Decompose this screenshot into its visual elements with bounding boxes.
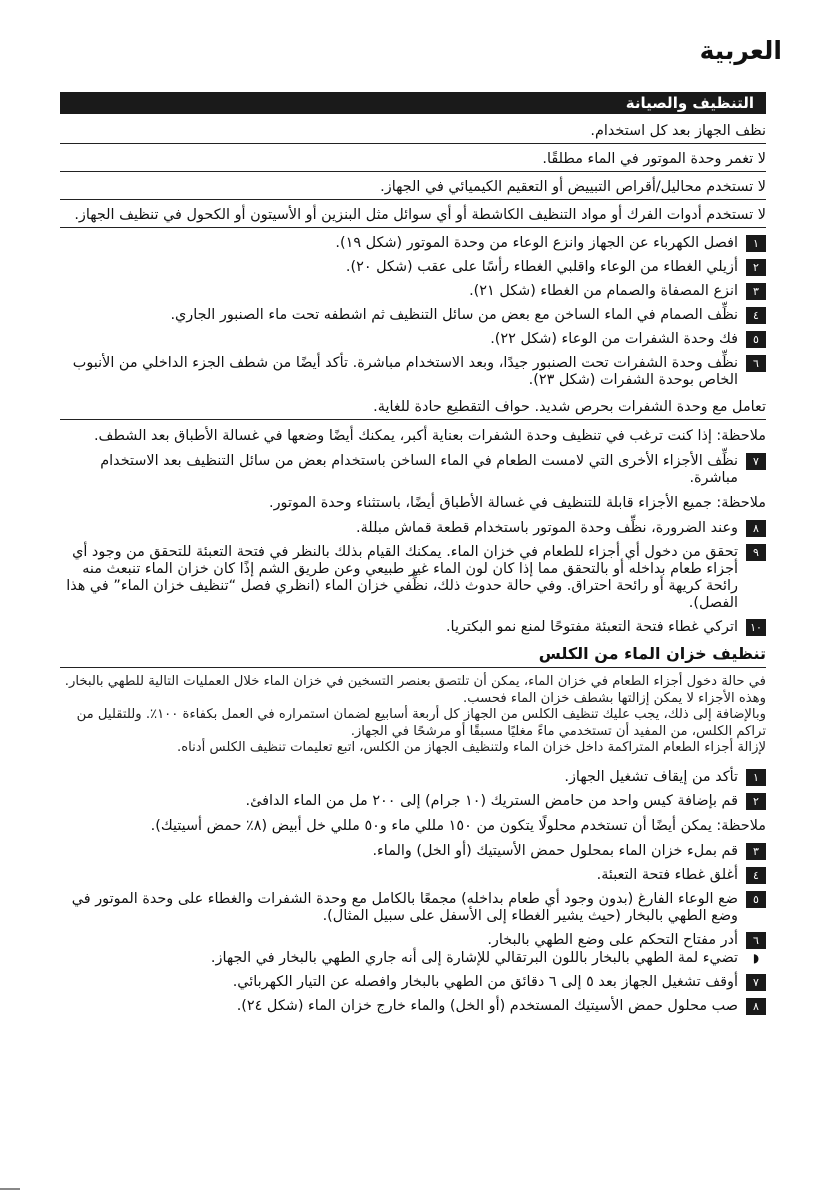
step-text: ضع الوعاء الفارغ (بدون وجود أي طعام بداخله) مجمعًا بالكامل مع وحدة الشفرات والغطاء على وحدة الموتور في وضع الطهي بالبخار (حيث يشير الغطاء إلى الأسفل على سبيل المثال). <box>71 890 738 924</box>
warning-line: نظف الجهاز بعد كل استخدام. <box>60 120 766 144</box>
step-number-badge: ٥ <box>746 331 766 348</box>
intro-paragraph: لإزالة أجزاء الطعام المتراكمة داخل خزان الماء ولتنظيف الجهاز من الكلس، اتبع تعليمات تنظيف الكلس أدناه. <box>177 740 766 755</box>
step-item <box>60 891 766 925</box>
step-text: أزيلي الغطاء من الوعاء واقلبي الغطاء رأسًا على عقب (شكل ٢٠). <box>345 259 738 275</box>
step-number-badge: ٣ <box>746 283 766 300</box>
intro-paragraph: في حالة دخول أجزاء الطعام في خزان الماء، يمكن أن تلتصق بعنصر التسخين في خزان الماء خلال العمليات التالية للطهي بالبخار. وهذه الأجزاء لا يمكن إزالتها بشطف خزان الماء فحسب. <box>64 674 766 706</box>
step-text: تحقق من دخول أي أجزاء للطعام في خزان الماء. يمكنك القيام بذلك بالنظر في فتحة التعبئة للتحقق من وجود أي أجزاء طعام بداخله أو بالتحقق مما إذا كان لون الماء غير طبيعي وعن طريق الشم إذًا كان خزان الماء تنبعث منه رائحة كريهة أو رائحة احتراق. وفي حالة حدوث ذلك، نظِّفي خزان الماء (انظري فصل “تنظيف خزان الماء” في هذا الفصل). <box>66 544 738 611</box>
step-number-badge: ٧ <box>746 974 766 991</box>
section-title: التنظيف والصيانة <box>625 94 754 112</box>
step-item <box>60 520 766 537</box>
step-number-badge: ٦ <box>746 355 766 372</box>
bullet-item <box>60 950 766 967</box>
step-item <box>60 769 766 786</box>
step-item <box>60 932 766 949</box>
step-text: أغلق غطاء فتحة التعبئة. <box>596 866 738 883</box>
step-text: تأكد من إيقاف تشغيل الجهاز. <box>564 768 738 785</box>
warning-line: لا تستخدم أدوات الفرك أو مواد التنظيف الكاشطة أو أي سوائل مثل البنزين أو الأسيتون أو الكحول في تنظيف الجهاز. <box>60 204 766 228</box>
blade-warning: تعامل مع وحدة الشفرات بحرص شديد. حواف التقطيع حادة للغاية. <box>60 396 766 420</box>
step-item <box>60 235 766 252</box>
step-text: انزع المصفاة والصمام من الغطاء (شكل ٢١). <box>469 283 738 299</box>
step-item <box>60 453 766 487</box>
intro-paragraph: وبالإضافة إلى ذلك، يجب عليك تنظيف الكلس من الجهاز كل أربعة أسابيع لضمان استمراره في العمل بكفاءة ١٠٠٪. وللتقليل من تراكم الكلس، من المفيد أن تستخدمي ماءً مغليًا مسبقًا أو مرشحًا في الجهاز. <box>76 707 766 739</box>
step-number-badge: ١ <box>746 769 766 786</box>
step-text: فك وحدة الشفرات من الوعاء (شكل ٢٢). <box>490 331 738 347</box>
warning-line: لا تستخدم محاليل/أقراص التبييض أو التعقيم الكيميائي في الجهاز. <box>60 176 766 200</box>
step-text: قم بإضافة كيس واحد من حامض الستريك (١٠ جرام) إلى ٢٠٠ مل من الماء الدافئ. <box>245 792 738 809</box>
step-text: وعند الضرورة، نظِّف وحدة الموتور باستخدام قطعة قماش مبللة. <box>356 520 738 536</box>
step-item <box>60 619 766 636</box>
step-item <box>60 974 766 991</box>
step-number-badge: ٤ <box>746 867 766 884</box>
note-text: ملاحظة: إذا كنت ترغب في تنظيف وحدة الشفرات بعناية أكبر، يمكنك أيضًا وضعها في غسالة الأطباق بعد الشطف. <box>93 428 766 444</box>
step-text: اتركي غطاء فتحة التعبئة مفتوحًا لمنع نمو البكتريا. <box>445 619 738 635</box>
step-number-badge: ١٠ <box>746 619 766 636</box>
section-content <box>60 120 766 1022</box>
step-number-badge: ٩ <box>746 544 766 561</box>
step-text: أوقف تشغيل الجهاز بعد ٥ إلى ٦ دقائق من الطهي بالبخار وافصله عن التيار الكهربائي. <box>232 973 738 990</box>
step-item <box>60 331 766 348</box>
note-text: ملاحظة: يمكن أيضًا أن تستخدم محلولًا يتكون من ١٥٠ مللي ماء و٥٠ مللي خل أبيض (٨٪ حمض أسيتيك). <box>150 817 766 834</box>
step-item <box>60 843 766 860</box>
step-text: نظِّف وحدة الشفرات تحت الصنبور جيدًا، وبعد الاستخدام مباشرة. تأكد أيضًا من شطف الجزء الداخلي من الأنبوب الخاص بوحدة الشفرات (شكل ٢٣). <box>72 355 738 388</box>
step-number-badge: ٢ <box>746 793 766 810</box>
step-number-badge: ٤ <box>746 307 766 324</box>
warning-line: لا تغمر وحدة الموتور في الماء مطلقًا. <box>60 148 766 172</box>
step-item <box>60 307 766 324</box>
step-item <box>60 998 766 1015</box>
step-item <box>60 259 766 276</box>
page-edge-mark <box>0 1188 20 1190</box>
step-number-badge: ٣ <box>746 843 766 860</box>
step-text: أدر مفتاح التحكم على وضع الطهي بالبخار. <box>487 931 738 948</box>
step-text: قم بملء خزان الماء بمحلول حمض الأسيتيك (أو الخل) والماء. <box>372 842 738 859</box>
step-number-badge: ٥ <box>746 891 766 908</box>
step-item <box>60 355 766 389</box>
step-text: نظِّف الأجزاء الأخرى التي لامست الطعام في الماء الساخن باستخدام بعض من سائل التنظيف بعد الاستخدام مباشرة. <box>100 453 738 486</box>
step-item <box>60 867 766 884</box>
step-item <box>60 283 766 300</box>
step-item <box>60 793 766 810</box>
step-text: نظِّف الصمام في الماء الساخن مع بعض من سائل التنظيف ثم اشطفه تحت ماء الصنبور الجاري. <box>170 307 738 323</box>
step-number-badge: ٢ <box>746 259 766 276</box>
language-label: العربية <box>699 36 782 65</box>
step-item <box>60 544 766 612</box>
bullet-text: تضيء لمة الطهي بالبخار باللون البرتقالي للإشارة إلى أنه جاري الطهي بالبخار في الجهاز. <box>210 949 738 966</box>
step-number-badge: ٨ <box>746 998 766 1015</box>
bullet-dot-icon: ◗ <box>752 950 760 965</box>
step-number-badge: ٦ <box>746 932 766 949</box>
subsection-title: تنظيف خزان الماء من الكلس <box>60 643 766 668</box>
note-text: ملاحظة: جميع الأجزاء قابلة للتنظيف في غسالة الأطباق أيضًا، باستثناء وحدة الموتور. <box>269 495 766 511</box>
step-number-badge: ٧ <box>746 453 766 470</box>
section-title-bar <box>60 92 766 114</box>
step-text: صب محلول حمض الأسيتيك المستخدم (أو الخل) والماء خارج خزان الماء (شكل ٢٤). <box>236 997 738 1014</box>
step-number-badge: ٨ <box>746 520 766 537</box>
step-number-badge: ١ <box>746 235 766 252</box>
step-text: افصل الكهرباء عن الجهاز وانزع الوعاء من وحدة الموتور (شكل ١٩). <box>335 235 738 251</box>
